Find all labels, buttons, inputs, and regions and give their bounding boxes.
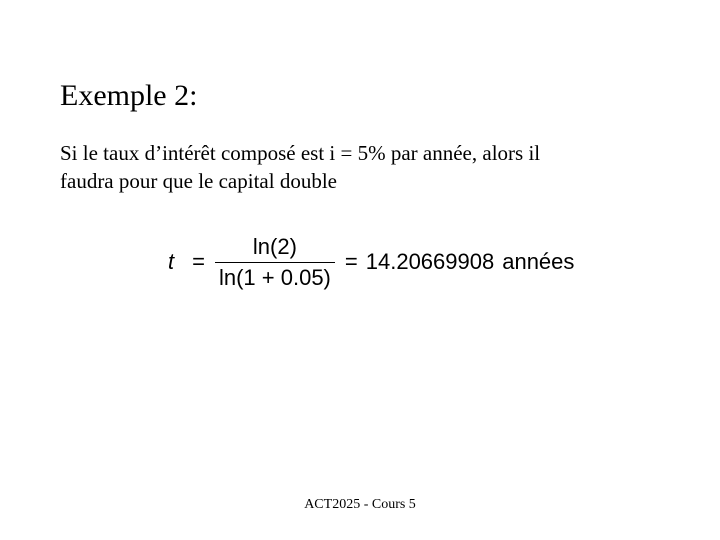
body-text (60, 139, 680, 195)
body-line-2: faudra pour que le capital double (60, 169, 337, 193)
formula-equals-sign: = (192, 249, 205, 274)
doubling-time-formula (168, 230, 574, 294)
formula-result-unit: années (502, 249, 575, 274)
formula-variable-t: t (168, 249, 175, 274)
slide-footer: ACT2025 - Cours 5 (304, 497, 416, 512)
formula-numerator: ln(2) (252, 233, 297, 259)
formula-denominator: ln(1 + 0.05) (218, 264, 331, 290)
formula-fraction (215, 234, 335, 291)
slide-title: Exemple 2: (60, 79, 198, 112)
formula-equals-sign-2: = (344, 249, 358, 274)
body-line-1: Si le taux d’intérêt composé est i = 5% par année, alors il (60, 141, 541, 165)
formula-result-value: 14.20669908 (365, 249, 495, 274)
